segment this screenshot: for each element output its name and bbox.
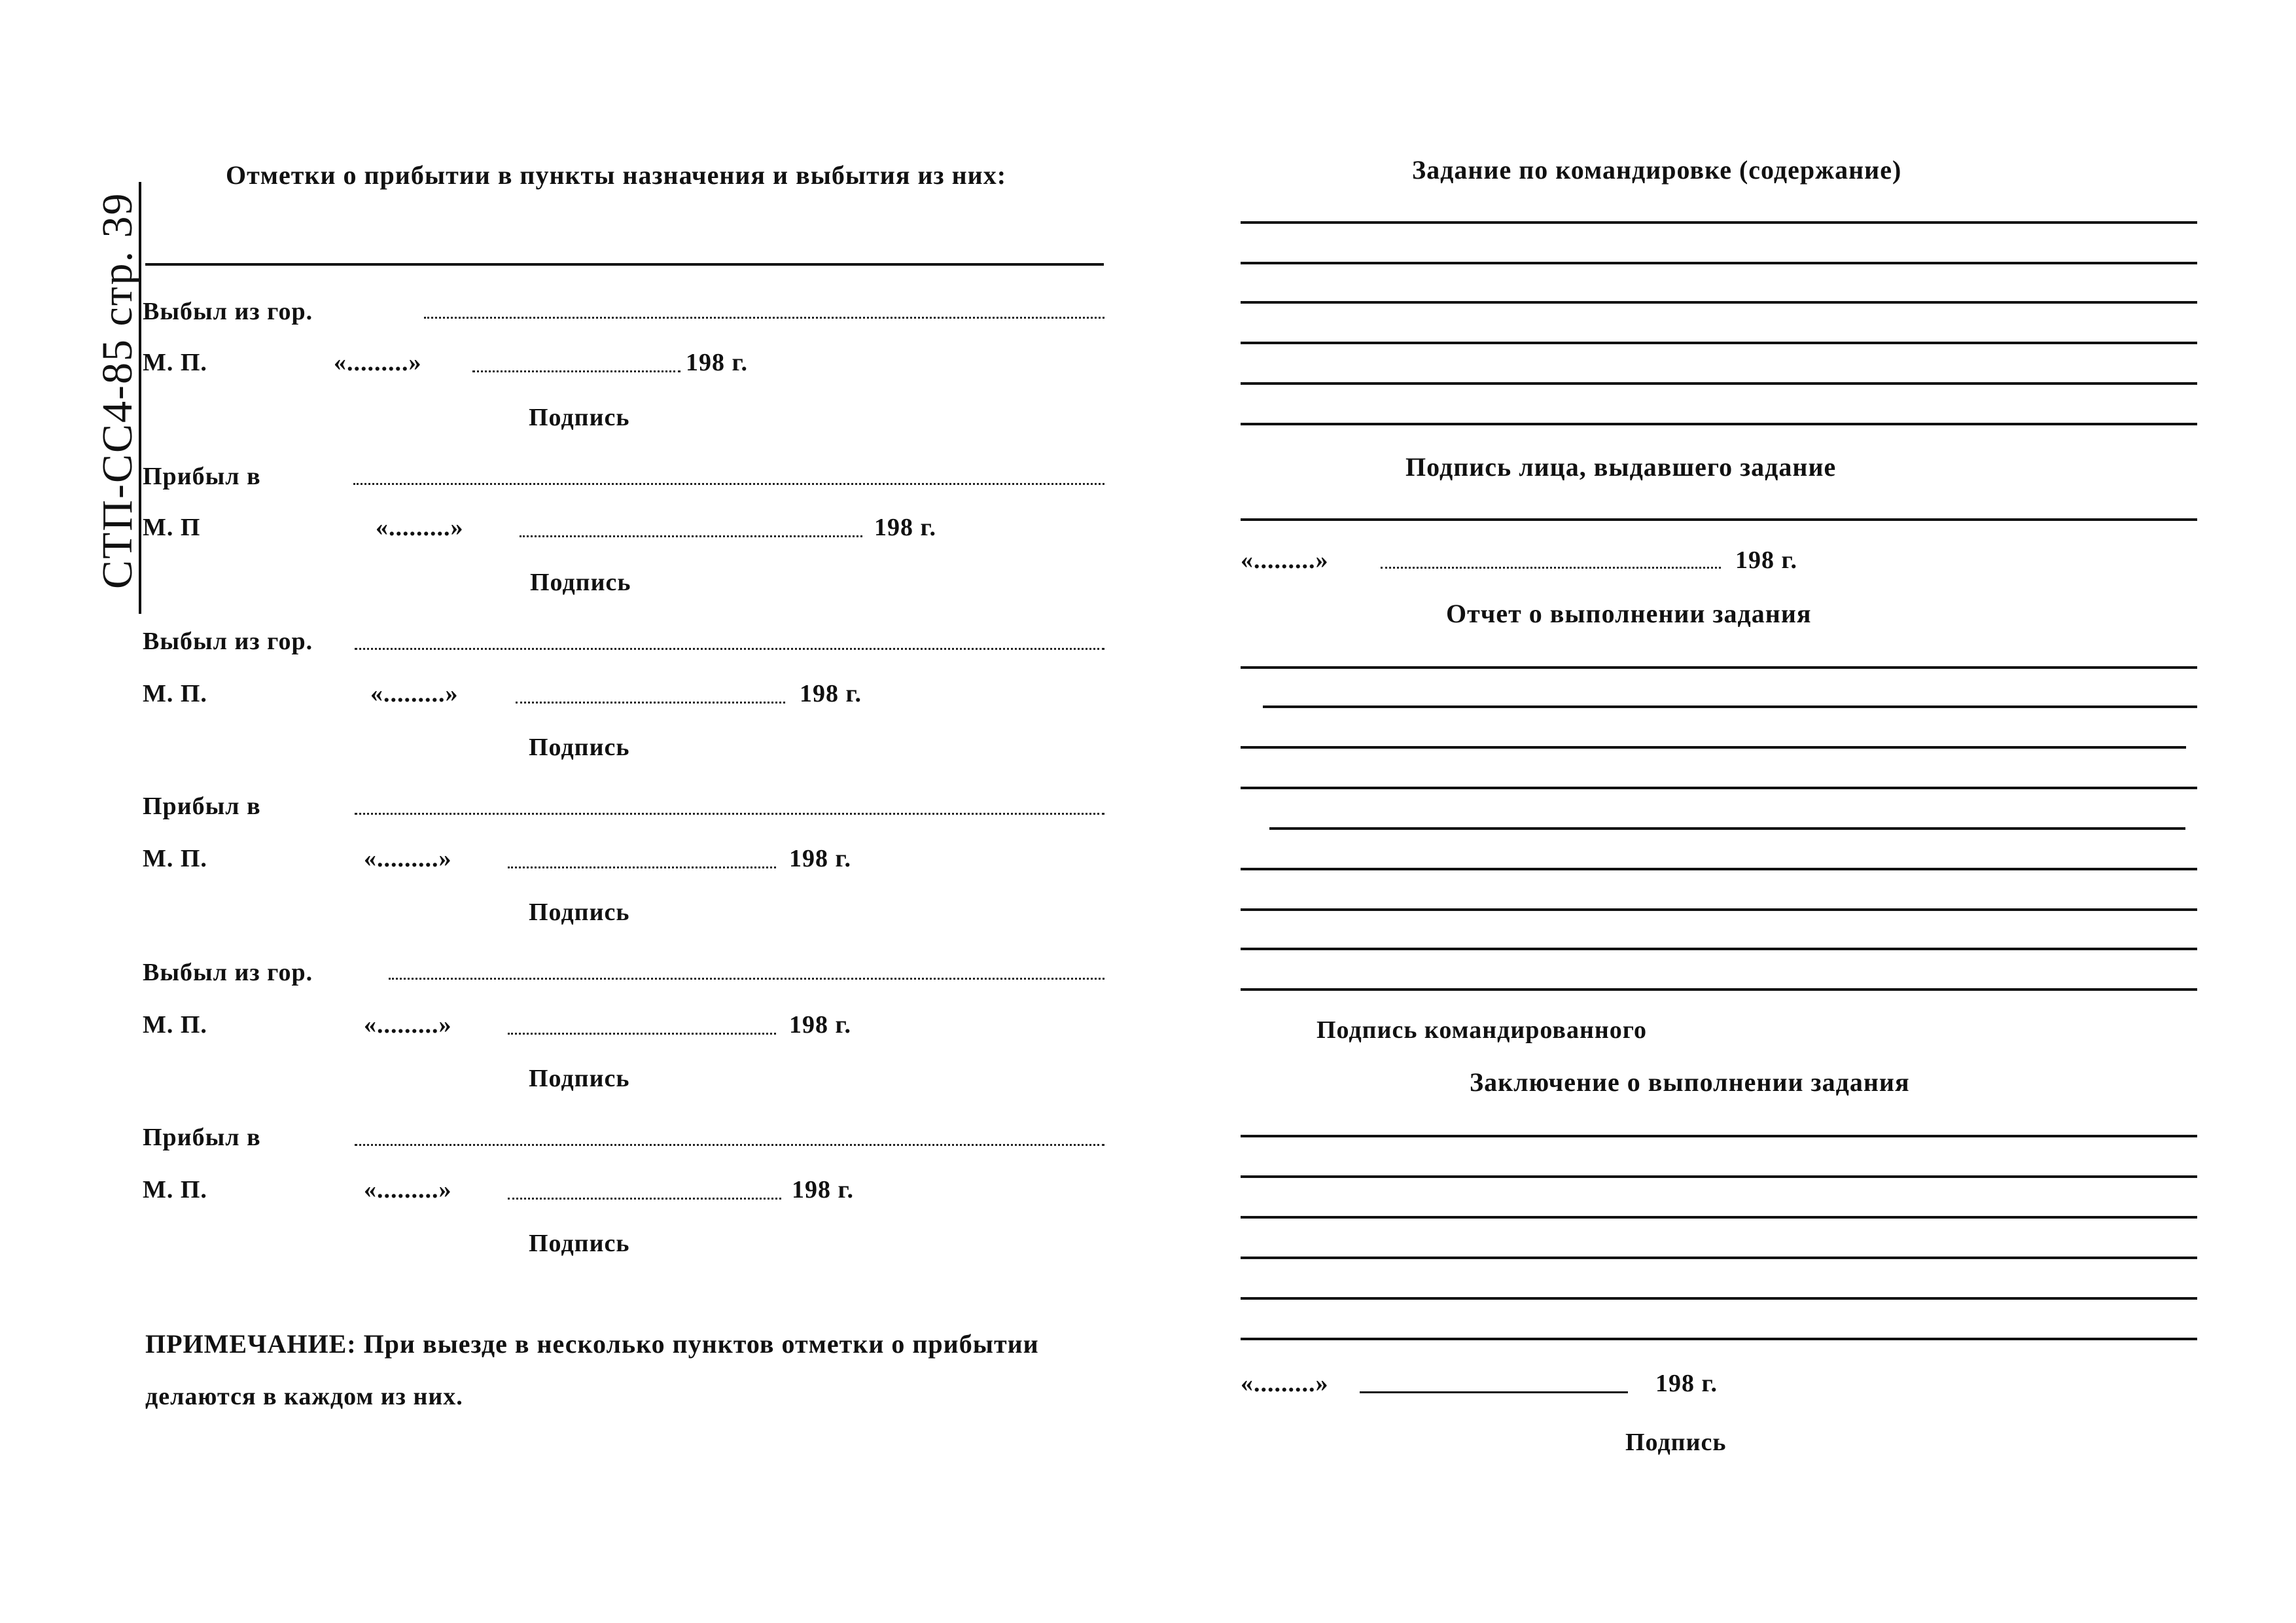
year-label: 198 г. — [792, 1176, 854, 1204]
conclusion-line[interactable] — [1241, 1135, 2197, 1137]
signature-label: Подпись — [529, 899, 630, 926]
traveler-signature-label: Подпись командированного — [1316, 1016, 1648, 1044]
heading-underline — [145, 263, 1104, 266]
arrived-in-label: Прибыл в — [143, 793, 261, 820]
report-line[interactable] — [1241, 666, 2197, 669]
task-line[interactable] — [1241, 342, 2197, 344]
year-label: 198 г. — [686, 349, 748, 376]
date-day-field[interactable]: «.........» — [334, 349, 422, 376]
stamp-label: М. П. — [143, 1011, 207, 1039]
document-code: СТП-СС4-85 стр. 39 — [94, 192, 141, 589]
report-line[interactable] — [1263, 705, 2197, 708]
date-day-field[interactable]: «.........» — [376, 514, 464, 541]
report-line[interactable] — [1241, 746, 2186, 749]
date-day-field[interactable]: «.........» — [364, 845, 452, 872]
year-label: 198 г. — [789, 845, 851, 872]
signature-label: Подпись — [529, 1065, 630, 1092]
year-label: 198 г. — [1735, 546, 1797, 574]
departed-from-field[interactable] — [389, 978, 1104, 980]
stamp-label: М. П. — [143, 845, 207, 872]
year-label: 198 г. — [789, 1011, 851, 1039]
conclusion-line[interactable] — [1241, 1338, 2197, 1340]
arrived-in-field[interactable] — [355, 1144, 1104, 1146]
date-day-field[interactable]: «.........» — [364, 1176, 452, 1204]
report-line[interactable] — [1241, 988, 2197, 991]
year-label: 198 г. — [1655, 1370, 1718, 1397]
departed-from-label: Выбыл из гор. — [143, 628, 313, 655]
report-line[interactable] — [1241, 868, 2197, 870]
stamp-label: М. П. — [143, 349, 207, 376]
report-line[interactable] — [1241, 948, 2197, 950]
signature-label: Подпись — [529, 1230, 630, 1257]
date-month-field[interactable] — [520, 535, 862, 537]
conclusion-line[interactable] — [1241, 1257, 2197, 1259]
issuer-signature-label: Подпись лица, выдавшего задание — [1405, 452, 1837, 482]
task-heading: Задание по командировке (содержание) — [1412, 155, 1902, 185]
date-month-field[interactable] — [516, 702, 785, 704]
signature-label: Подпись — [530, 569, 631, 596]
note-text-line1: ПРИМЕЧАНИЕ: При выезде в несколько пунктов отметки о прибытии — [145, 1329, 1039, 1359]
task-line[interactable] — [1241, 221, 2197, 224]
conclusion-line[interactable] — [1241, 1297, 2197, 1300]
date-day-field[interactable]: «.........» — [364, 1011, 452, 1039]
note-text-line2: делаются в каждом из них. — [145, 1383, 463, 1410]
task-line[interactable] — [1241, 382, 2197, 385]
date-month-field[interactable] — [508, 1033, 776, 1035]
departed-from-label: Выбыл из гор. — [143, 959, 313, 986]
arrival-departure-heading: Отметки о прибытии в пункты назначения и выбытия из них: — [226, 160, 1007, 190]
report-line[interactable] — [1241, 908, 2197, 911]
departed-from-field[interactable] — [355, 648, 1104, 650]
signature-label: Подпись — [529, 734, 630, 761]
date-month-field[interactable] — [1360, 1391, 1628, 1393]
conclusion-line[interactable] — [1241, 1216, 2197, 1219]
arrived-in-label: Прибыл в — [143, 463, 261, 490]
task-line[interactable] — [1241, 423, 2197, 425]
conclusion-line[interactable] — [1241, 1175, 2197, 1178]
stamp-label: М. П — [143, 514, 201, 541]
date-month-field[interactable] — [472, 370, 680, 372]
departed-from-field[interactable] — [424, 317, 1104, 319]
year-label: 198 г. — [874, 514, 936, 541]
issuer-signature-line[interactable] — [1241, 518, 2197, 521]
departed-from-label: Выбыл из гор. — [143, 298, 313, 325]
arrived-in-field[interactable] — [353, 483, 1104, 485]
date-day-field[interactable]: «.........» — [1241, 1370, 1329, 1397]
task-line[interactable] — [1241, 301, 2197, 304]
signature-label: Подпись — [529, 404, 630, 431]
date-month-field[interactable] — [508, 866, 776, 868]
stamp-label: М. П. — [143, 680, 207, 707]
conclusion-heading: Заключение о выполнении задания — [1470, 1067, 1910, 1097]
arrived-in-field[interactable] — [355, 813, 1104, 815]
stamp-label: М. П. — [143, 1176, 207, 1204]
report-line[interactable] — [1269, 827, 2185, 830]
date-month-field[interactable] — [1381, 567, 1721, 569]
task-line[interactable] — [1241, 262, 2197, 264]
report-heading: Отчет о выполнении задания — [1446, 599, 1812, 628]
signature-label: Подпись — [1625, 1429, 1727, 1456]
date-month-field[interactable] — [508, 1198, 781, 1200]
report-line[interactable] — [1241, 787, 2197, 789]
date-day-field[interactable]: «.........» — [1241, 546, 1329, 574]
date-day-field[interactable]: «.........» — [370, 680, 459, 707]
year-label: 198 г. — [800, 680, 862, 707]
arrived-in-label: Прибыл в — [143, 1124, 261, 1151]
